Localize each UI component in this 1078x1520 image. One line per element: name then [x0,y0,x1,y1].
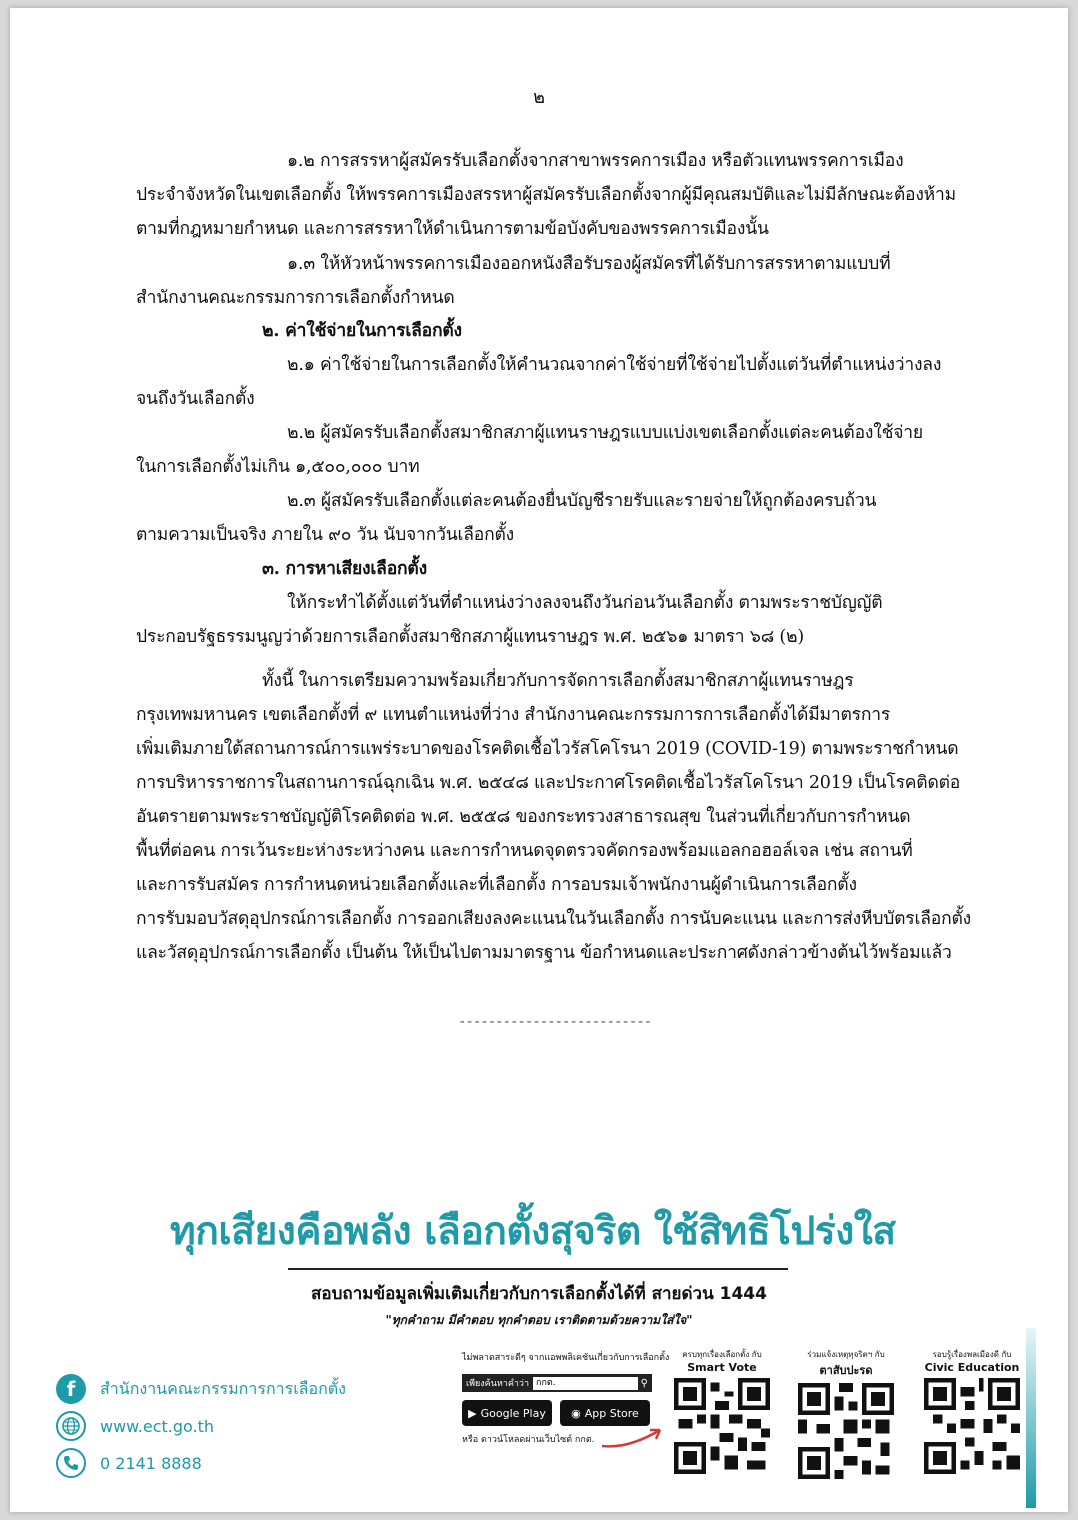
qr-caption: ร่วมแจ้งเหตุทุจริตฯ กับ [807,1350,885,1359]
website-label: www.ect.go.th [100,1416,215,1436]
app-search-box[interactable] [462,1374,652,1392]
tagline-quote: "ทุกคำถาม มีคำตอบ ทุกคำตอบ เราติดตามด้วยความใส่ใจ" [385,1313,693,1327]
body-line: การบริหารราชการในสถานการณ์ฉุกเฉิน พ.ศ. ๒๕๔๘ และประกาศโรคติดเชื้อไวรัสโคโรนา 2019 เป็นโรคติดต่อ [136,773,961,793]
qr-code-icon [924,1378,1020,1474]
play-icon: ▶ [468,1406,477,1420]
body-line: ในการเลือกตั้งไม่เกิน ๑,๕๐๐,๐๐๐ บาท [136,457,420,477]
qr-caption: รอบรู้เรื่องพลเมืองดี กับ [932,1350,1012,1359]
separator-line: -------------------------- [458,1014,652,1030]
qr-civic-education[interactable] [912,1348,1032,1478]
facebook-label: สำนักงานคณะกรรมการการเลือกตั้ง [100,1378,346,1398]
body-line: สำนักงานคณะกรรมการการเลือกตั้งกำหนด [136,288,455,308]
body-line: การรับมอบวัสดุอุปกรณ์การเลือกตั้ง การออกเสียงลงคะแนนในวันเลือกตั้ง การนับคะแนน และการส่งหีบบัตรเลือกตั้ง [136,909,972,929]
body-line: กรุงเทพมหานคร เขตเลือกตั้งที่ ๙ แทนตำแหน่งที่ว่าง สำนักงานคณะกรรมการการเลือกตั้งได้มีมาตรการ [136,705,891,725]
qr-title: Smart Vote [687,1361,757,1374]
contact-facebook[interactable] [56,1374,346,1404]
body-line: ตามที่กฎหมายกำหนด และการสรรหาให้ดำเนินการตามข้อบังคับของพรรคการเมืองนั้น [136,219,769,239]
campaign-slogan: ทุกเสียงคือพลัง เลือกตั้งสุจริต ใช้สิทธิโปร่งใส [170,1209,896,1254]
body-line: ๑.๒ การสรรหาผู้สมัครรับเลือกตั้งจากสาขาพรรคการเมือง หรือตัวแทนพรรคการเมือง [287,151,904,171]
google-play-button[interactable] [462,1400,552,1426]
page-number: ๒ [533,87,545,108]
contact-phone[interactable] [56,1448,202,1478]
download-note: หรือ ดาวน์โหลดผ่านเว็บไซต์ กกต. [462,1435,595,1445]
contact-website[interactable] [56,1411,214,1441]
footer-divider [288,1268,788,1270]
phone-icon [56,1448,86,1478]
qr-smart-vote[interactable] [662,1348,782,1478]
body-line: ทั้งนี้ ในการเตรียมความพร้อมเกี่ยวกับการจัดการเลือกตั้งสมาชิกสภาผู้แทนราษฎร [262,671,854,691]
body-line: และการรับสมัคร การกำหนดหน่วยเลือกตั้งและที่เลือกตั้ง การอบรมเจ้าพนักงานผู้ดำเนินการเลือกตั้ง [136,875,857,895]
body-line: ให้กระทำได้ตั้งแต่วันที่ตำแหน่งว่างลงจนถึงวันก่อนวันเลือกตั้ง ตามพระราชบัญญัติ [287,593,883,613]
body-line: อันตรายตามพระราชบัญญัติโรคติดต่อ พ.ศ. ๒๕๕๘ ของกระทรวงสาธารณสุข ในส่วนที่เกี่ยวกับการกำหนด [136,807,911,827]
facebook-icon: f [56,1374,86,1404]
qr-ta-sapparot[interactable] [786,1348,906,1483]
body-line: ๑.๓ ให้หัวหน้าพรรคการเมืองออกหนังสือรับรองผู้สมัครที่ได้รับการสรรหาตามแบบที่ [287,254,891,274]
qr-caption: ครบทุกเรื่องเลือกตั้ง กับ [682,1350,762,1359]
body-line: พื้นที่ต่อคน การเว้นระยะห่างระหว่างคน และการกำหนดจุดตรวจคัดกรองพร้อมแอลกอฮอล์เจล เช่น สถานที่ [136,841,913,861]
qr-title: ตาสับปะรด [819,1364,873,1377]
body-line: ๒.๒ ผู้สมัครรับเลือกตั้งสมาชิกสภาผู้แทนราษฎรแบบแบ่งเขตเลือกตั้งแต่ละคนต้องใช้จ่าย [287,423,923,443]
arrow-icon [600,1420,670,1450]
body-line: จนถึงวันเลือกตั้ง [136,389,255,409]
decorative-bar [1026,1328,1036,1508]
search-icon: ⚲ [640,1377,648,1389]
section-heading: ๓. การหาเสียงเลือกตั้ง [262,559,427,579]
body-line: ๒.๑ ค่าใช้จ่ายในการเลือกตั้งให้คำนวณจากค่าใช้จ่ายที่ใช้จ่ายไปตั้งแต่วันที่ตำแหน่งว่างลง [287,355,942,375]
app-store-label: App Store [584,1406,639,1420]
body-line: ตามความเป็นจริง ภายใน ๙๐ วัน นับจากวันเลือกตั้ง [136,525,514,545]
globe-icon [56,1411,86,1441]
section-heading: ๒. ค่าใช้จ่ายในการเลือกตั้ง [262,321,462,341]
body-line: ประจำจังหวัดในเขตเลือกตั้ง ให้พรรคการเมืองสรรหาผู้สมัครรับเลือกตั้งจากผู้มีคุณสมบัติและไม่มีลักษณะต้องห้าม [136,185,956,205]
qr-code-icon [674,1378,770,1474]
qr-title: Civic Education [924,1361,1020,1374]
phone-label: 0 2141 8888 [100,1453,202,1473]
document-page [10,8,1068,1512]
body-line: ประกอบรัฐธรรมนูญว่าด้วยการเลือกตั้งสมาชิกสภาผู้แทนราษฎร พ.ศ. ๒๕๖๑ มาตรา ๖๘ (๒) [136,627,804,647]
search-input[interactable]: กกต. [533,1377,638,1390]
apple-icon: ◉ [571,1406,581,1420]
body-line: ๒.๓ ผู้สมัครรับเลือกตั้งแต่ละคนต้องยื่นบัญชีรายรับและรายจ่ายให้ถูกต้องครบถ้วน [287,491,877,511]
body-line: เพิ่มเติมภายใต้สถานการณ์การแพร่ระบาดของโรคติดเชื้อไวรัสโคโรนา 2019 (COVID-19) ตามพระราชกำหนด [136,739,959,759]
search-label: เพียงค้นหาคำว่า [466,1379,530,1389]
hotline-text: สอบถามข้อมูลเพิ่มเติมเกี่ยวกับการเลือกตั้งได้ที่ สายด่วน 1444 [311,1284,767,1304]
qr-code-icon [798,1383,894,1479]
google-play-label: Google Play [480,1406,546,1420]
body-line: และวัสดุอุปกรณ์การเลือกตั้ง เป็นต้น ให้เป็นไปตามมาตรฐาน ข้อกำหนดและประกาศดังกล่าวข้างต้นไว้พร้อมแล้ว [136,943,952,963]
promo-tagline: ไม่พลาดสาระดีๆ จากแอพพลิเคชันเกี่ยวกับการเลือกตั้ง [462,1353,670,1363]
